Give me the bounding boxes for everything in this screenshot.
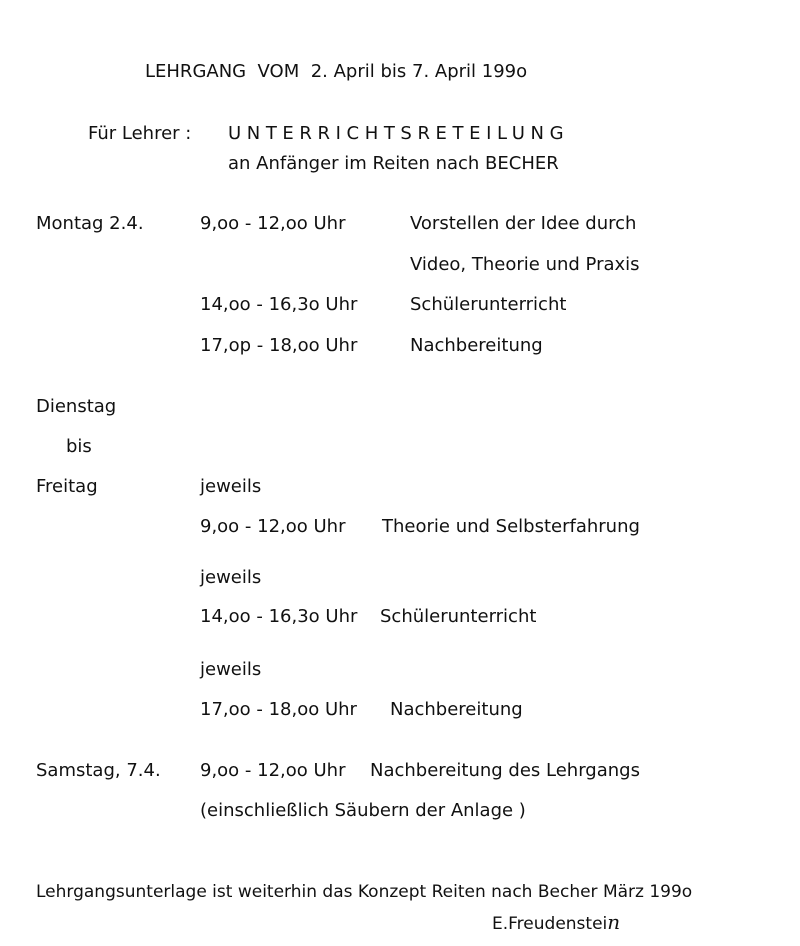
monday-activity-1: Vorstellen der Idee durch	[410, 213, 637, 234]
tue-fri-time-2: 14,oo - 16,3o Uhr	[200, 606, 358, 627]
course-subject: UNTERRICHTSRETEILUNG	[228, 123, 570, 144]
audience-label: Für Lehrer :	[88, 123, 192, 144]
signature-typed: E.Freudenstei	[492, 914, 608, 934]
tue-fri-activity-1: Theorie und Selbsterfahrung	[382, 516, 640, 537]
jeweils-label: jeweils	[200, 659, 262, 680]
monday-activity-2: Schülerunterricht	[410, 294, 567, 315]
tue-fri-bis: bis	[66, 436, 92, 457]
tue-fri-activity-3: Nachbereitung	[390, 699, 523, 720]
monday-activity-1b: Video, Theorie und Praxis	[410, 254, 640, 275]
tue-fri-day-from: Dienstag	[36, 396, 117, 417]
saturday-activity: Nachbereitung des Lehrgangs	[370, 760, 640, 781]
monday-time-2: 14,oo - 16,3o Uhr	[200, 294, 358, 315]
saturday-time: 9,oo - 12,oo Uhr	[200, 760, 346, 781]
saturday-day-label: Samstag, 7.4.	[36, 760, 161, 781]
course-subtitle: an Anfänger im Reiten nach BECHER	[228, 153, 559, 174]
footer-note: Lehrgangsunterlage ist weiterhin das Konzept Reiten nach Becher März 199o	[36, 882, 693, 902]
tue-fri-time-3: 17,oo - 18,oo Uhr	[200, 699, 357, 720]
signature-handwritten: n	[607, 910, 621, 934]
monday-day-label: Montag 2.4.	[36, 213, 144, 234]
tue-fri-day-to: Freitag	[36, 476, 98, 497]
tue-fri-time-1: 9,oo - 12,oo Uhr	[200, 516, 346, 537]
jeweils-label: jeweils	[200, 567, 262, 588]
monday-time-3: 17,op - 18,oo Uhr	[200, 335, 358, 356]
signature	[492, 910, 620, 936]
monday-time-1: 9,oo - 12,oo Uhr	[200, 213, 346, 234]
saturday-note: (einschließlich Säubern der Anlage )	[200, 800, 526, 821]
course-title: LEHRGANG VOM 2. April bis 7. April 199o	[145, 61, 528, 82]
jeweils-label: jeweils	[200, 476, 262, 497]
tue-fri-activity-2: Schülerunterricht	[380, 606, 537, 627]
monday-activity-3: Nachbereitung	[410, 335, 543, 356]
